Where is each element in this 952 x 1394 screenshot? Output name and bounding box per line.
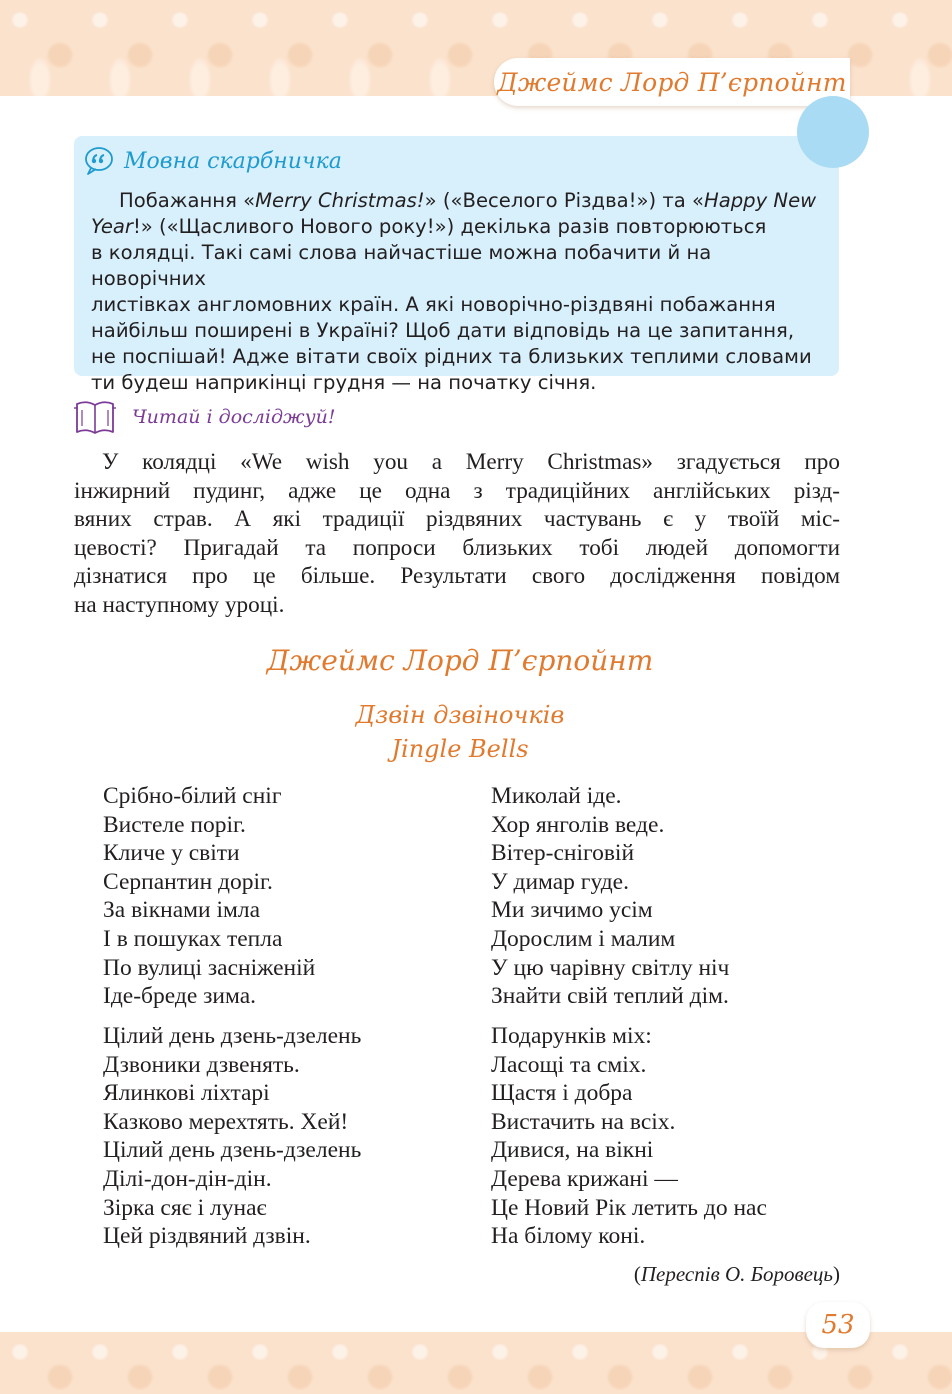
poem-line: Це Новий Рік летить до нас bbox=[491, 1194, 767, 1221]
poem-line: Дерева крижані — bbox=[491, 1165, 678, 1192]
page-number-badge bbox=[806, 1302, 870, 1348]
language-treasury-box bbox=[74, 136, 839, 394]
stanza-3 bbox=[491, 782, 729, 1011]
poem-line: У цю чарівну світлу ніч bbox=[491, 954, 730, 981]
poem-line: Знайти свій теплий дім. bbox=[491, 983, 729, 1010]
poem-line: Вітер-сніговій bbox=[491, 840, 635, 867]
info-box-title: Мовна скарбничка bbox=[124, 148, 342, 174]
stanza-4 bbox=[491, 1022, 767, 1251]
info-box-heading bbox=[84, 146, 342, 176]
paragraph-line: інжирний пудинг, адже це одна з традиційних англійських різд- bbox=[74, 477, 840, 504]
poem-line: Вистачить на всіх. bbox=[491, 1108, 676, 1135]
poem-line: На білому коні. bbox=[491, 1223, 646, 1250]
poem-line: Щастя і добра bbox=[491, 1080, 633, 1107]
poem-line: У димар гуде. bbox=[491, 868, 629, 895]
poem-line: За вікнами імла bbox=[103, 897, 261, 924]
stanza-1 bbox=[103, 782, 315, 1011]
poem-line: Казково мерехтять. Хей! bbox=[103, 1108, 349, 1135]
paragraph-line: дізнатися про це більше. Результати свого дослідження повідом bbox=[74, 563, 840, 589]
poem-line: Миколай іде. bbox=[491, 783, 622, 809]
read-and-explore-text bbox=[74, 448, 840, 619]
poem-line: Серпантин доріг. bbox=[103, 868, 273, 895]
poem-title bbox=[0, 698, 920, 766]
info-box-corner-decoration bbox=[797, 96, 869, 168]
poem-line: Дорослим і малим bbox=[491, 925, 676, 952]
quote-bubble-icon bbox=[84, 146, 114, 176]
info-line: ти будеш наприкінці грудня — на початку січня. bbox=[91, 371, 597, 394]
paragraph-line: вяних страв. А які традиції різдвяних частувань є у твоїй міс- bbox=[74, 506, 840, 532]
poem-line: Срібно-білий сніг bbox=[103, 783, 282, 809]
poem-author: Джеймс Лорд П’єрпойнт bbox=[266, 644, 654, 677]
paragraph-line: на наступному уроці. bbox=[74, 591, 285, 618]
info-line: не поспішай! Адже вітати своїх рідних та близьких теплими словами bbox=[91, 345, 812, 368]
poem-line: І в пошуках тепла bbox=[103, 925, 283, 952]
paragraph-line: У колядці «We wish you a Merry Christmas» згадується про bbox=[102, 449, 840, 475]
poem-line: Зірка сяє і лунає bbox=[103, 1194, 267, 1221]
stanza-2 bbox=[103, 1022, 361, 1251]
poem-line: Кличе у світи bbox=[103, 840, 240, 867]
poem-line: Дивися, на вікні bbox=[491, 1137, 654, 1164]
poem-line: По вулиці засніженій bbox=[103, 954, 316, 981]
poem-line: Цей різдвяний дзвін. bbox=[103, 1223, 311, 1250]
poem-line: Вистеле поріг. bbox=[103, 811, 246, 838]
poem-line: Подарунків міх: bbox=[491, 1023, 652, 1049]
translation-credit: (Переспів О. Боровець) bbox=[633, 1262, 840, 1286]
poem-line: Ділі-дон-дін-дін. bbox=[103, 1165, 272, 1192]
paragraph-line: цевості? Пригадай та попроси близьких тобі людей допомогти bbox=[74, 534, 840, 561]
info-line: в колядці. Такі самі слова найчастіше можна побачити й на новорічних bbox=[91, 241, 712, 290]
poem-line: Ми зичимо усім bbox=[491, 897, 653, 924]
read-and-explore-heading bbox=[74, 398, 336, 436]
poem-line: Іде-бреде зима. bbox=[103, 983, 257, 1010]
poem-title-english: Jingle Bells bbox=[391, 735, 529, 763]
info-line: листівках англомовних країн. А які новорічно-різдвяні побажання bbox=[91, 293, 776, 316]
poem-line: Ласощі та сміх. bbox=[491, 1051, 647, 1078]
running-header-title: Джеймс Лорд П’єрпойнт bbox=[497, 67, 847, 97]
poem-line: Ялинкові ліхтарі bbox=[103, 1080, 270, 1107]
info-line: Побажання «Merry Christmas!» («Веселого Різдва!») та «Happy New bbox=[119, 189, 817, 212]
open-book-icon bbox=[74, 398, 116, 436]
info-line: найбільш поширені в Україні? Щоб дати відповідь на це запитання, bbox=[91, 319, 795, 342]
poem-line: Цілий день дзень-дзелень bbox=[103, 1023, 362, 1049]
page-number: 53 bbox=[821, 1310, 855, 1340]
poem-line: Хор янголів веде. bbox=[491, 811, 665, 838]
poem-title-ukrainian: Дзвін дзвіночків bbox=[355, 701, 565, 729]
info-box-text bbox=[91, 188, 831, 396]
read-and-explore-title: Читай і досліджуй! bbox=[132, 406, 336, 428]
poem-line: Цілий день дзень-дзелень bbox=[103, 1137, 362, 1164]
poem-line: Дзвоники дзвенять. bbox=[103, 1051, 300, 1078]
info-line: Year!» («Щасливого Нового року!») декілька разів повторюються bbox=[91, 215, 767, 238]
running-header bbox=[494, 58, 850, 106]
